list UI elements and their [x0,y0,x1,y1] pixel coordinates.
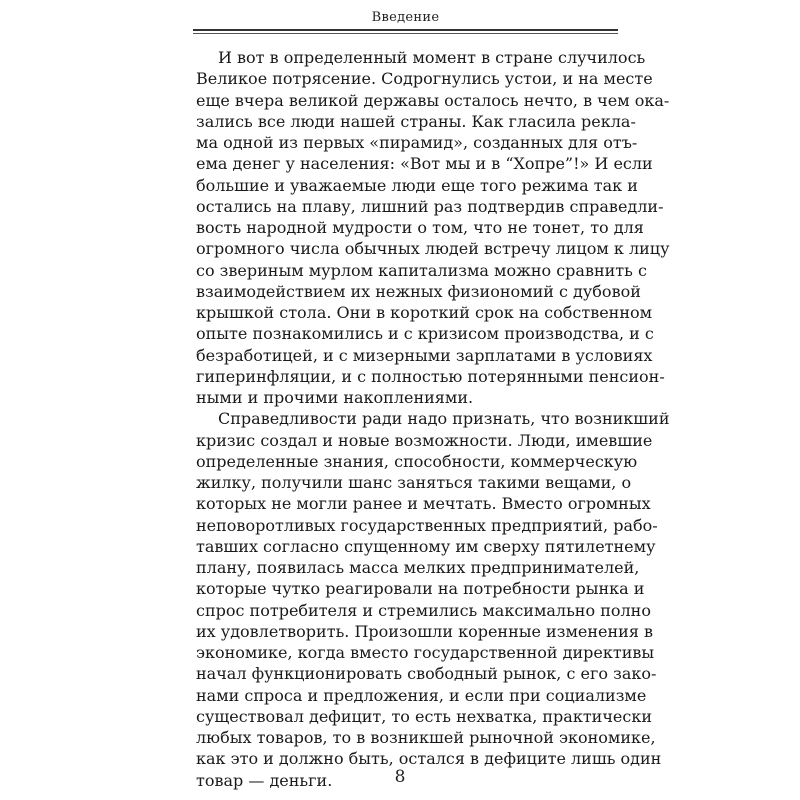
text-line: со звериным мурлом капитализма можно сравнить с [196,260,647,280]
text-line: большие и уважаемые люди еще того режима так и [196,175,638,195]
text-line: экономике, когда вместо государственной директивы [196,643,655,662]
text-line: Великое потрясение. Содрогнулись устои, и на месте [196,69,653,89]
text-line: И вот в определенный момент в стране случилось [218,48,646,67]
running-head-title: Введение [371,10,440,25]
text-line: которых не могли ранее и мечтать. Вместо огромных [196,494,651,514]
paragraph-2 [196,408,670,791]
text-line: зались все люди нашей страны. Как гласила рекла- [196,111,636,131]
text-line: безработицей, и с мизерными зарплатами в условиях [196,345,653,365]
text-line: ными и прочими накоплениями. [196,388,474,407]
text-line: взаимодействием их нежных физиономий с дубовой [196,281,641,301]
text-line: существовал дефицит, то есть нехватка, практически [196,706,652,726]
header-rule-thin [193,33,618,34]
text-line: тавших согласно спущенному им сверху пятилетнему [196,536,656,556]
text-line: кризис создал и новые возможности. Люди, имевшие [196,430,653,450]
text-line: неповоротливых государственных предприятий, рабо- [196,515,658,535]
header-rule-thick [193,29,618,31]
text-line: их удовлетворить. Произошли коренные изменения в [196,621,653,641]
text-line: опыте познакомились и с кризисом производства, и с [196,324,654,344]
paragraph-1 [196,47,670,408]
text-line: товар — деньги. [196,770,333,790]
page-number: 8 [394,767,406,787]
text-line: жилку, получили шанс заняться такими вещами, о [196,473,632,492]
text-line: спрос потребителя и стремились максимально полно [196,600,651,620]
text-line: нами спроса и предложения, и если при социализме [196,685,647,705]
body-text [196,47,670,791]
text-line: определенные знания, способности, коммерческую [196,451,638,471]
text-line: ема денег у населения: «Вот мы и в “Хопре”!» И если [196,154,653,174]
text-line: вость народной мудрости о том, что не тонет, то для [196,218,644,237]
text-line: любых товаров, то в возникшей рыночной экономике, [196,728,656,747]
text-line: которые чутко реагировали на потребности рынка и [196,579,645,599]
text-line: как это и должно быть, остался в дефиците лишь один [196,749,662,769]
text-line: еще вчера великой державы осталось нечто, в чем ока- [196,90,670,110]
text-line: остались на плаву, лишний раз подтвердив справедли- [196,196,664,216]
text-line: гиперинфляции, и с полностью потерянными пенсион- [196,366,665,386]
text-line: огромного числа обычных людей встречу лицом к лицу [196,239,670,259]
text-line: крышкой стола. Они в короткий срок на собственном [196,303,653,322]
text-line: ма одной из первых «пирамид», созданных для отъ- [196,133,638,152]
text-line: начал функционировать свободный рынок, с его зако- [196,664,657,684]
text-line: Справедливости ради надо признать, что возникший [218,409,670,429]
text-line: плану, появилась масса мелких предпринимателей, [196,558,640,577]
